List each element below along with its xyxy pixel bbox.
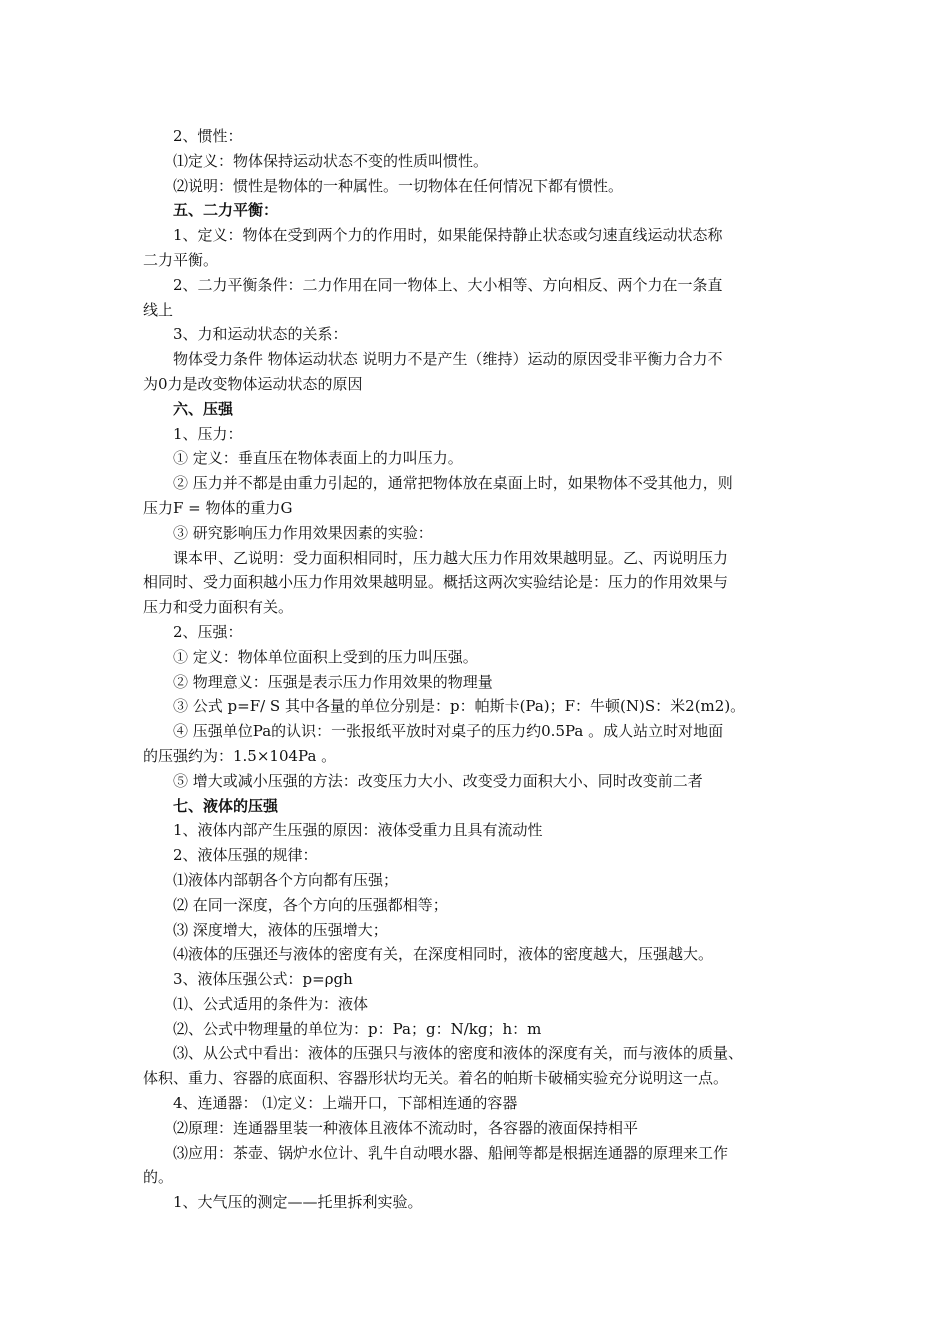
text-line: 3、力和运动状态的关系：: [173, 325, 348, 344]
text-line: 线上: [143, 300, 174, 319]
text-line: ⑤ 增大或减小压强的方法：改变压力大小、改变受力面积大小、同时改变前二者: [173, 771, 703, 790]
text-line: 相同时、受力面积越小压力作用效果越明显。概括这两次实验结论是：压力的作用效果与: [143, 573, 729, 592]
section-heading: 六、压强: [173, 399, 234, 418]
text-line: ① 定义：物体单位面积上受到的压力叫压强。: [173, 647, 478, 666]
text-line: ③ 研究影响压力作用效果因素的实验：: [173, 523, 433, 542]
text-line: ⑵说明：惯性是物体的一种属性。一切物体在任何情况下都有惯性。: [173, 176, 624, 195]
text-line: ① 定义：垂直压在物体表面上的力叫压力。: [173, 449, 463, 468]
text-line: 课本甲、乙说明：受力面积相同时，压力越大压力作用效果越明显。乙、丙说明压力: [173, 548, 729, 567]
text-line: 1、大气压的测定——托里拆利实验。: [173, 1193, 423, 1212]
text-line: 1、液体内部产生压强的原因：液体受重力且具有流动性: [173, 821, 543, 840]
text-line: 二力平衡。: [143, 250, 219, 269]
text-line: 压力F = 物体的重力G: [143, 498, 293, 517]
text-line: 2、液体压强的规律：: [173, 846, 318, 865]
text-line: ⑴、公式适用的条件为：液体: [173, 994, 369, 1013]
text-line: ⑴定义：物体保持运动状态不变的性质叫惯性。: [173, 151, 489, 170]
text-line: ④ 压强单位Pa的认识：一张报纸平放时对桌子的压力约0.5Pa 。成人站立时对地面: [173, 722, 724, 741]
text-line: ⑵ 在同一深度，各个方向的压强都相等；: [173, 895, 448, 914]
text-line: 压力和受力面积有关。: [143, 598, 294, 617]
text-line: ② 物理意义：压强是表示压力作用效果的物理量: [173, 672, 493, 691]
text-line: ⑴液体内部朝各个方向都有压强；: [173, 870, 399, 889]
text-line: ⑶ 深度增大，液体的压强增大；: [173, 920, 388, 939]
text-line: 的。: [143, 1168, 174, 1187]
text-line: 为0力是改变物体运动状态的原因: [143, 374, 363, 393]
text-line: ② 压力并不都是由重力引起的，通常把物体放在桌面上时，如果物体不受其他力，则: [173, 474, 733, 493]
text-line: 2、惯性：: [173, 127, 243, 145]
text-line: 4、连通器： ⑴定义：上端开口，下部相连通的容器: [173, 1094, 518, 1113]
text-line: 2、二力平衡条件：二力作用在同一物体上、大小相等、方向相反、两个力在一条直: [173, 275, 723, 294]
text-line: 体积、重力、容器的底面积、容器形状均无关。着名的帕斯卡破桶实验充分说明这一点。: [143, 1069, 729, 1088]
text-line: ⑵、公式中物理量的单位为：p：Pa；g：N/kg；h：m: [173, 1019, 542, 1038]
section-heading: 五、二力平衡：: [173, 201, 279, 220]
text-line: ⑵原理：连通器里装一种液体且液体不流动时，各容器的液面保持相平: [173, 1118, 639, 1137]
text-line: 的压强约为：1.5×104Pa 。: [143, 746, 337, 765]
text-line: 2、压强：: [173, 622, 243, 641]
document-body: [143, 124, 813, 1215]
text-line: ⑶、从公式中看出：液体的压强只与液体的密度和液体的深度有关，而与液体的质量、: [173, 1044, 744, 1063]
text-line: 1、压力：: [173, 424, 243, 443]
text-line: 3、液体压强公式：p=ρgh: [173, 970, 353, 989]
text-line: ⑷液体的压强还与液体的密度有关，在深度相同时，液体的密度越大，压强越大。: [173, 945, 714, 964]
text-line: 物体受力条件 物体运动状态 说明力不是产生（维持）运动的原因受非平衡力合力不: [173, 350, 723, 369]
text-line: 1、定义：物体在受到两个力的作用时，如果能保持静止状态或匀速直线运动状态称: [173, 226, 723, 245]
section-heading: 七、液体的压强: [173, 796, 279, 815]
text-line: ③ 公式 p=F/ S 其中各量的单位分别是：p：帕斯卡(Pa)；F：牛顿(N)S：米2(m2)。: [173, 697, 746, 716]
text-line: ⑶应用：茶壶、锅炉水位计、乳牛自动喂水器、船闸等都是根据连通器的原理来工作: [173, 1143, 729, 1162]
